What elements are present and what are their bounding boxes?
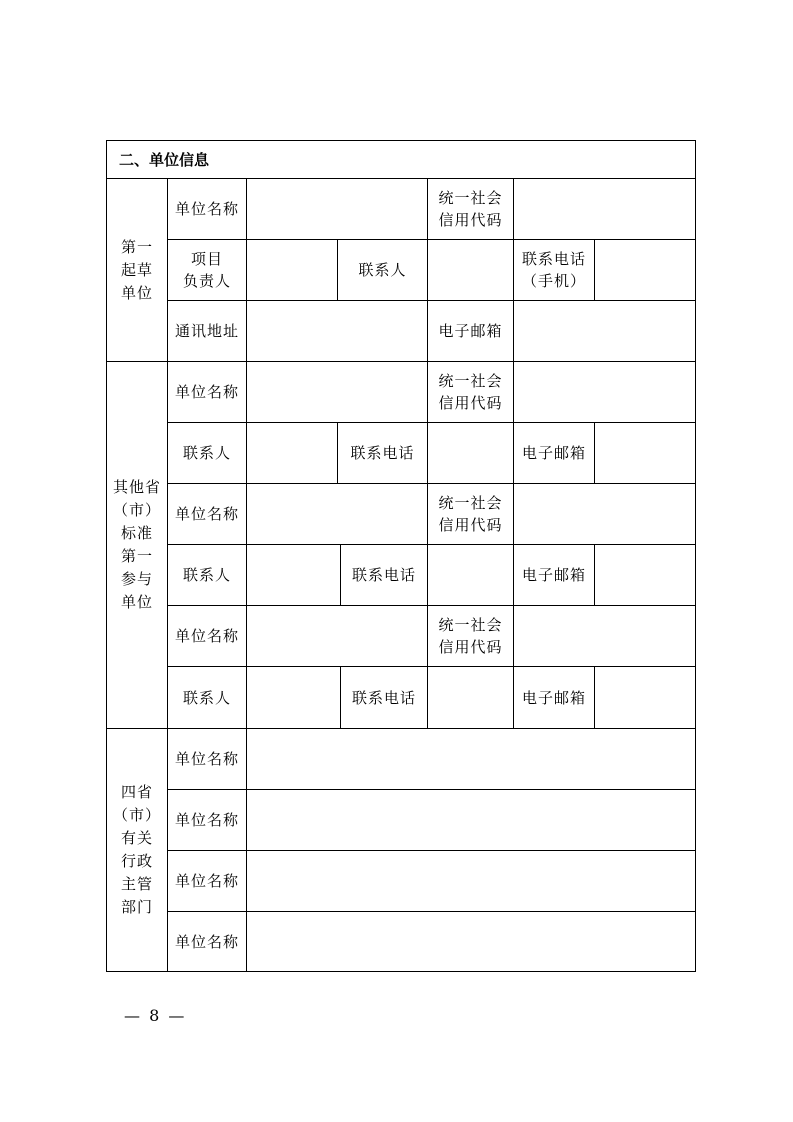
contact-mobile-field[interactable] xyxy=(595,240,695,301)
unit-name-field[interactable] xyxy=(247,484,428,545)
label-email: 电子邮箱 xyxy=(428,301,514,362)
label-contact: 联系人 xyxy=(168,545,247,606)
contact-field[interactable] xyxy=(247,423,338,484)
group-other-participants: 其他省 （市） 标准 第一 参与 单位 xyxy=(107,362,168,729)
email-field[interactable] xyxy=(595,545,695,606)
credit-code-field[interactable] xyxy=(514,362,695,423)
label-contact: 联系人 xyxy=(168,423,247,484)
unit-name-field[interactable] xyxy=(247,912,695,971)
address-field[interactable] xyxy=(247,301,428,362)
group-first-drafter: 第一 起草 单位 xyxy=(107,179,168,362)
label-credit-code: 统一社会 信用代码 xyxy=(428,484,514,545)
label-email: 电子邮箱 xyxy=(514,545,595,606)
phone-field[interactable] xyxy=(428,667,514,729)
contact-field[interactable] xyxy=(428,240,514,301)
contact-field[interactable] xyxy=(247,667,341,729)
label-unit-name: 单位名称 xyxy=(168,362,247,423)
label-unit-name: 单位名称 xyxy=(168,851,247,912)
unit-info-form xyxy=(106,140,696,972)
label-email: 电子邮箱 xyxy=(514,667,595,729)
label-credit-code: 统一社会 信用代码 xyxy=(428,179,514,240)
label-phone: 联系电话 xyxy=(341,545,428,606)
unit-name-field[interactable] xyxy=(247,729,695,790)
label-phone: 联系电话 xyxy=(341,667,428,729)
unit-name-field[interactable] xyxy=(247,362,428,423)
unit-name-field[interactable] xyxy=(247,851,695,912)
label-contact-mobile: 联系电话 （手机） xyxy=(514,240,595,301)
label-unit-name: 单位名称 xyxy=(168,606,247,667)
label-address: 通讯地址 xyxy=(168,301,247,362)
label-unit-name: 单位名称 xyxy=(168,179,247,240)
label-phone: 联系电话 xyxy=(338,423,428,484)
unit-name-field[interactable] xyxy=(247,179,428,240)
credit-code-field[interactable] xyxy=(514,484,695,545)
label-unit-name: 单位名称 xyxy=(168,729,247,790)
credit-code-field[interactable] xyxy=(514,179,695,240)
label-credit-code: 统一社会 信用代码 xyxy=(428,362,514,423)
unit-name-field[interactable] xyxy=(247,606,428,667)
group-authorities: 四省 （市） 有关 行政 主管 部门 xyxy=(107,729,168,971)
label-unit-name: 单位名称 xyxy=(168,790,247,851)
unit-name-field[interactable] xyxy=(247,790,695,851)
label-project-lead: 项目 负责人 xyxy=(168,240,247,301)
label-email: 电子邮箱 xyxy=(514,423,595,484)
label-contact: 联系人 xyxy=(168,667,247,729)
section-title: 二、单位信息 xyxy=(107,141,695,179)
label-contact: 联系人 xyxy=(338,240,428,301)
phone-field[interactable] xyxy=(428,545,514,606)
email-field[interactable] xyxy=(595,423,695,484)
email-field[interactable] xyxy=(595,667,695,729)
page-number: — 8 — xyxy=(124,1006,187,1025)
label-credit-code: 统一社会 信用代码 xyxy=(428,606,514,667)
label-unit-name: 单位名称 xyxy=(168,484,247,545)
project-lead-field[interactable] xyxy=(247,240,338,301)
contact-field[interactable] xyxy=(247,545,341,606)
phone-field[interactable] xyxy=(428,423,514,484)
label-unit-name: 单位名称 xyxy=(168,912,247,971)
email-field[interactable] xyxy=(514,301,695,362)
credit-code-field[interactable] xyxy=(514,606,695,667)
